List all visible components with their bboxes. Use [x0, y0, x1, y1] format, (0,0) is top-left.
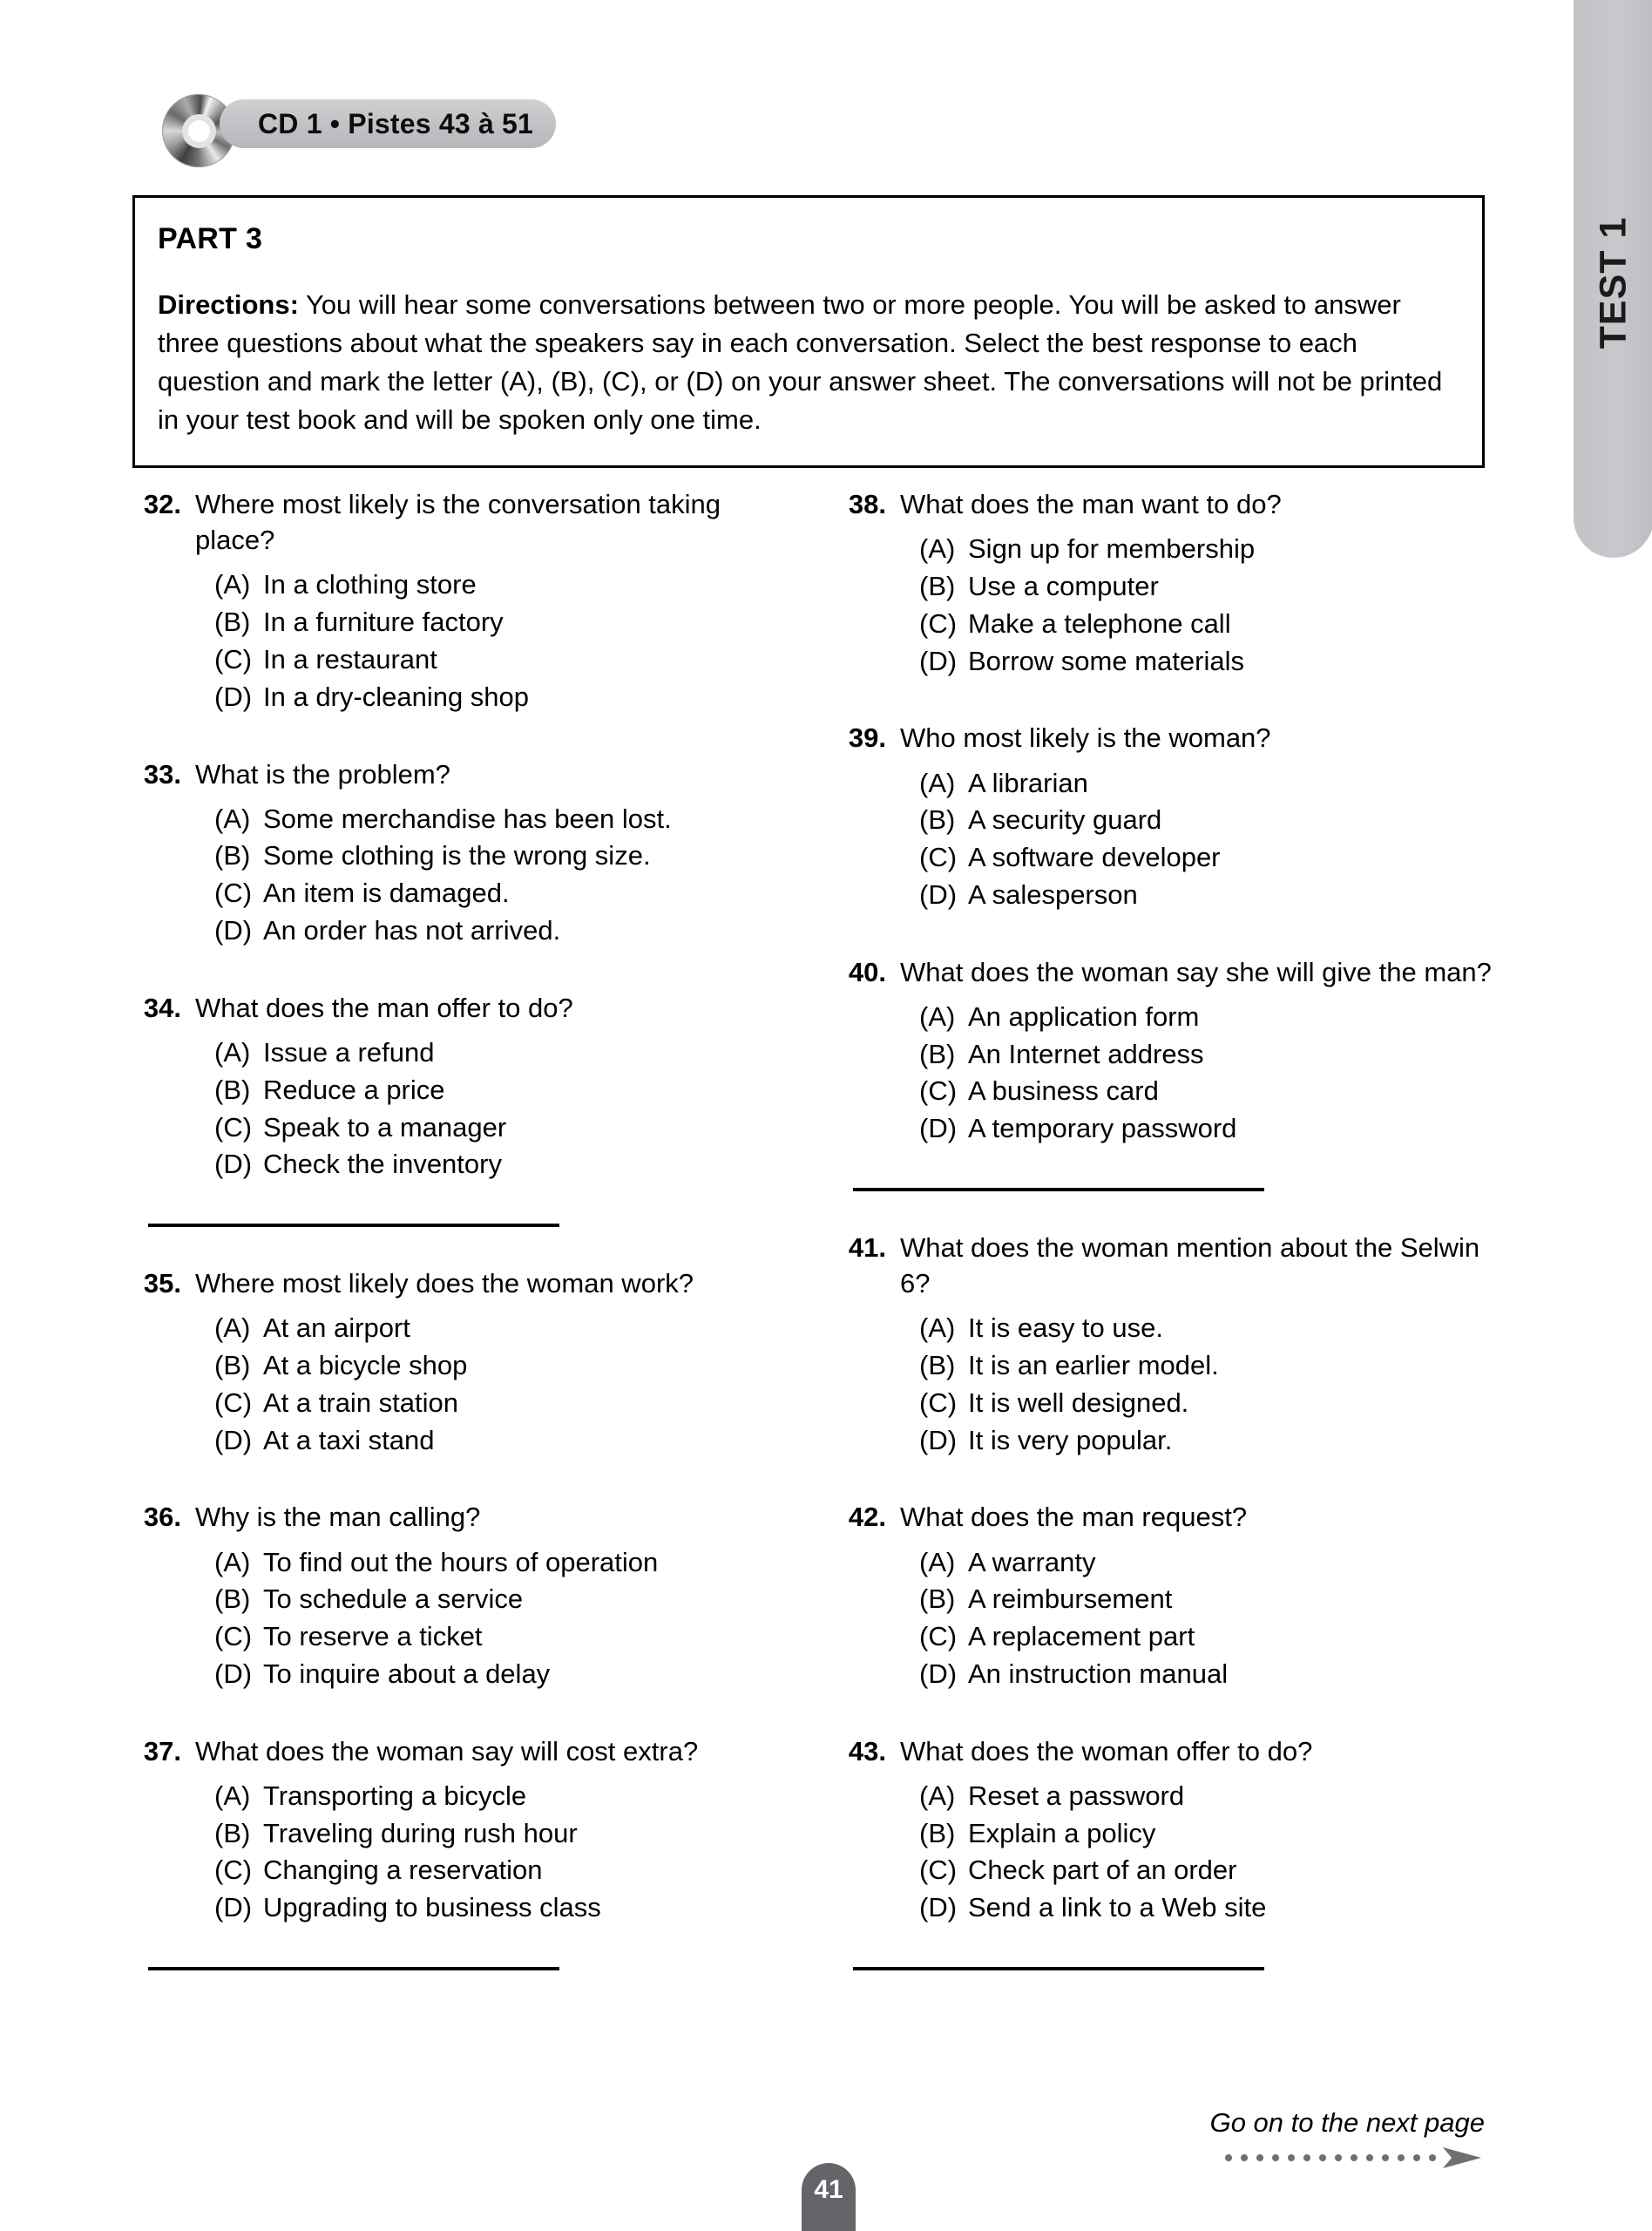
choice-text: Speak to a manager: [263, 1111, 507, 1143]
question-group-divider: [853, 1967, 1264, 1970]
choice-text: In a restaurant: [263, 643, 437, 675]
choice-list: [195, 1544, 787, 1693]
question-stem: What does the man request?: [900, 1502, 1248, 1533]
question-block: [837, 1733, 1492, 1927]
choice-letter: (D): [214, 1658, 253, 1689]
choice-letter: (D): [214, 1892, 253, 1923]
choice-letter: (A): [214, 1312, 251, 1344]
choice-text: Some clothing is the wrong size.: [263, 840, 651, 871]
choice-item[interactable]: [900, 839, 1492, 877]
choice-item[interactable]: [900, 1581, 1492, 1618]
question-block: [132, 756, 787, 950]
choice-text: An item is damaged.: [263, 878, 510, 909]
choice-text: In a dry-cleaning shop: [263, 681, 530, 712]
choice-text: Changing a reservation: [263, 1855, 543, 1886]
question-body: [900, 1499, 1492, 1692]
choice-text: It is an earlier model.: [968, 1350, 1219, 1381]
choice-item[interactable]: [195, 837, 787, 875]
choice-letter: (B): [919, 570, 956, 601]
choice-item[interactable]: [195, 1815, 787, 1853]
choice-text: Transporting a bicycle: [263, 1780, 527, 1811]
choice-text: To inquire about a delay: [263, 1658, 551, 1689]
choice-text: An instruction manual: [968, 1658, 1229, 1689]
question-stem: Where most likely does the woman work?: [195, 1268, 694, 1299]
choice-list: [900, 1778, 1492, 1927]
choice-letter: (A): [214, 1546, 251, 1577]
question-body: [900, 486, 1492, 680]
choice-item[interactable]: [900, 531, 1492, 568]
choice-letter: (B): [214, 840, 251, 871]
choice-letter: (C): [214, 1855, 253, 1886]
choice-letter: (A): [919, 1312, 956, 1344]
question-number: 35.: [143, 1268, 181, 1299]
choice-item[interactable]: [195, 1109, 787, 1147]
choice-item[interactable]: [900, 999, 1492, 1036]
choice-item[interactable]: [900, 1073, 1492, 1110]
choice-letter: (A): [919, 1546, 956, 1577]
choice-list: [195, 801, 787, 950]
choice-item[interactable]: [900, 1385, 1492, 1422]
choice-item[interactable]: [900, 568, 1492, 606]
choice-letter: (B): [214, 1074, 251, 1105]
choice-item[interactable]: [900, 765, 1492, 803]
directions-label: Directions:: [158, 289, 299, 320]
choice-letter: (C): [919, 1855, 958, 1886]
choice-letter: (D): [919, 1892, 958, 1923]
question-body: [900, 1230, 1492, 1460]
choice-item[interactable]: [195, 1422, 787, 1460]
question-stem: What does the woman mention about the Selwin 6?: [900, 1231, 1480, 1299]
choice-text: Upgrading to business class: [263, 1892, 601, 1923]
choice-text: A salesperson: [968, 878, 1138, 910]
choice-letter: (B): [919, 1583, 956, 1615]
test-side-tab-label: TEST 1: [1592, 216, 1635, 349]
choice-text: A warranty: [968, 1546, 1096, 1577]
choice-letter: (B): [214, 1583, 251, 1615]
question-block: [132, 486, 787, 716]
choice-text: At a taxi stand: [263, 1424, 435, 1455]
choice-item[interactable]: [900, 1852, 1492, 1889]
choice-text: A librarian: [968, 767, 1088, 798]
choice-text: Send a link to a Web site: [968, 1892, 1267, 1923]
question-stem: Why is the man calling?: [195, 1502, 481, 1533]
choice-item[interactable]: [900, 1422, 1492, 1460]
question-number: 42.: [848, 1502, 886, 1533]
choice-letter: (C): [919, 1387, 958, 1418]
choice-text: A security guard: [968, 804, 1162, 836]
choice-letter: (A): [214, 1037, 251, 1068]
choice-text: Use a computer: [968, 570, 1159, 601]
choice-item[interactable]: [195, 1852, 787, 1889]
choice-letter: (A): [919, 767, 956, 798]
question-number: 43.: [848, 1735, 886, 1766]
choice-item[interactable]: [195, 801, 787, 838]
choice-letter: (B): [214, 607, 251, 638]
choice-item[interactable]: [195, 912, 787, 950]
choice-item[interactable]: [195, 1889, 787, 1927]
choice-item[interactable]: [900, 877, 1492, 914]
choice-text: A replacement part: [968, 1621, 1195, 1652]
question-number: 32.: [143, 489, 181, 519]
choice-list: [900, 531, 1492, 680]
choice-text: It is very popular.: [968, 1424, 1173, 1455]
choice-text: A business card: [968, 1075, 1159, 1107]
question-block: [132, 1499, 787, 1692]
choice-item[interactable]: [900, 1778, 1492, 1815]
choice-letter: (C): [214, 643, 253, 675]
choice-list: [195, 1778, 787, 1927]
choice-letter: (C): [919, 607, 958, 639]
choice-text: Issue a refund: [263, 1037, 435, 1068]
directions-box: [132, 195, 1485, 468]
choice-letter: (C): [919, 842, 958, 873]
question-block: [132, 990, 787, 1183]
choice-item[interactable]: [195, 1347, 787, 1385]
choice-item[interactable]: [900, 1656, 1492, 1693]
question-body: [900, 1733, 1492, 1927]
choice-item[interactable]: [195, 641, 787, 679]
choice-letter: (C): [214, 1111, 253, 1143]
question-stem: What does the man want to do?: [900, 489, 1282, 519]
choice-letter: (A): [214, 569, 251, 600]
choice-letter: (C): [214, 1621, 253, 1652]
question-body: [900, 954, 1492, 1148]
part-title: PART 3: [158, 222, 263, 255]
choice-text: It is well designed.: [968, 1387, 1189, 1418]
question-stem: Where most likely is the conversation taking place?: [195, 489, 721, 556]
choice-letter: (B): [919, 1817, 956, 1848]
choice-text: Reset a password: [968, 1780, 1185, 1811]
choice-letter: (D): [214, 681, 253, 712]
choice-text: At an airport: [263, 1312, 410, 1344]
choice-text: An application form: [968, 1000, 1200, 1032]
question-stem: What does the woman offer to do?: [900, 1735, 1313, 1766]
question-group-divider: [148, 1224, 559, 1227]
choice-item[interactable]: [900, 1544, 1492, 1582]
question-block: [132, 1265, 787, 1459]
choice-text: To reserve a ticket: [263, 1621, 483, 1652]
choice-text: It is easy to use.: [968, 1312, 1163, 1344]
choice-letter: (B): [214, 1350, 251, 1381]
choice-letter: (A): [919, 1000, 956, 1032]
question-block: [837, 720, 1492, 913]
choice-letter: (B): [214, 1817, 251, 1848]
choice-item[interactable]: [195, 1072, 787, 1109]
choice-item[interactable]: [900, 606, 1492, 643]
choice-list: [900, 999, 1492, 1148]
choice-text: An order has not arrived.: [263, 915, 561, 946]
question-block: [837, 486, 1492, 680]
choice-item[interactable]: [195, 1146, 787, 1183]
choice-letter: (C): [214, 1387, 253, 1418]
go-next-page: [1210, 2107, 1485, 2173]
choice-item[interactable]: [195, 1656, 787, 1693]
choice-text: Explain a policy: [968, 1817, 1156, 1848]
choice-item[interactable]: [900, 643, 1492, 681]
choice-item[interactable]: [195, 1778, 787, 1815]
choice-list: [900, 1310, 1492, 1459]
choice-text: In a clothing store: [263, 569, 477, 600]
choice-letter: (A): [919, 533, 956, 565]
choice-text: Traveling during rush hour: [263, 1817, 578, 1848]
questions-column-left: [132, 486, 787, 2009]
choice-item[interactable]: [195, 875, 787, 912]
choice-item[interactable]: [900, 1036, 1492, 1074]
cd-badge-label: CD 1 • Pistes 43 à 51: [258, 107, 534, 139]
choice-item[interactable]: [195, 1034, 787, 1072]
choice-item[interactable]: [195, 679, 787, 716]
question-stem: Who most likely is the woman?: [900, 722, 1271, 754]
question-group-divider: [148, 1967, 559, 1970]
question-number: 38.: [848, 489, 886, 519]
question-stem: What does the man offer to do?: [195, 992, 573, 1023]
choice-item[interactable]: [900, 1618, 1492, 1656]
choice-letter: (C): [919, 1075, 958, 1107]
question-body: [900, 720, 1492, 913]
choice-item[interactable]: [195, 566, 787, 604]
choice-letter: (D): [919, 1658, 958, 1689]
choice-text: Some merchandise has been lost.: [263, 803, 672, 834]
choice-item[interactable]: [900, 1347, 1492, 1385]
choice-text: Reduce a price: [263, 1074, 445, 1105]
choice-text: Check part of an order: [968, 1855, 1237, 1886]
choice-item[interactable]: [195, 1618, 787, 1656]
directions-body: You will hear some conversations between two or more people. You will be asked to answer three questions about what the speakers say in each conversation. Select the best response to each question and mark the letter (A), (B), (C), or (D) on your answer sheet. The conversations will not be printed in your test book and will be spoken only one time.: [158, 289, 1443, 436]
choice-letter: (D): [919, 645, 958, 676]
choice-text: To schedule a service: [263, 1583, 524, 1615]
choice-letter: (A): [214, 803, 251, 834]
question-body: [195, 990, 787, 1183]
question-number: 41.: [848, 1231, 886, 1263]
choice-letter: (C): [919, 1621, 958, 1652]
questions-columns: [132, 486, 1492, 2009]
question-number: 39.: [848, 722, 886, 754]
choice-letter: (B): [919, 804, 956, 836]
choice-letter: (D): [214, 1424, 253, 1455]
question-body: [195, 756, 787, 950]
questions-column-right: [837, 486, 1492, 2009]
choice-item[interactable]: [900, 1889, 1492, 1927]
go-next-page-label: Go on to the next page: [1209, 2107, 1485, 2138]
question-body: [195, 486, 787, 716]
choice-text: To find out the hours of operation: [263, 1546, 659, 1577]
page-number-tab: [802, 2163, 856, 2231]
question-number: 37.: [143, 1735, 181, 1766]
choice-item[interactable]: [900, 1310, 1492, 1347]
choice-letter: (D): [214, 915, 253, 946]
choice-letter: (D): [919, 1424, 958, 1455]
choice-letter: (D): [214, 1149, 253, 1180]
choice-text: Sign up for membership: [968, 533, 1256, 565]
choice-letter: (B): [919, 1350, 956, 1381]
question-block: [132, 1733, 787, 1927]
choice-text: Make a telephone call: [968, 607, 1231, 639]
choice-letter: (B): [919, 1038, 956, 1069]
choice-item[interactable]: [195, 1310, 787, 1347]
choice-letter: (C): [214, 878, 253, 909]
choice-list: [195, 1034, 787, 1183]
choice-list: [900, 765, 1492, 914]
choice-item[interactable]: [900, 1815, 1492, 1853]
choice-text: Borrow some materials: [968, 645, 1244, 676]
page-number: 41: [814, 2175, 843, 2204]
choice-item[interactable]: [195, 1544, 787, 1582]
question-group-divider: [853, 1188, 1264, 1191]
dotted-arrow-right-icon: [1210, 2146, 1485, 2173]
question-number: 34.: [143, 992, 181, 1023]
choice-text: At a train station: [263, 1387, 459, 1418]
question-body: [195, 1265, 787, 1459]
choice-text: Check the inventory: [263, 1149, 502, 1180]
question-stem: What does the woman say will cost extra?: [195, 1735, 699, 1766]
question-block: [837, 1499, 1492, 1692]
choice-item[interactable]: [195, 1581, 787, 1618]
cd-badge-pill: [220, 99, 556, 148]
question-stem: What is the problem?: [195, 758, 450, 790]
question-block: [837, 954, 1492, 1148]
choice-letter: (A): [214, 1780, 251, 1811]
question-body: [195, 1499, 787, 1692]
choice-letter: (D): [919, 1113, 958, 1144]
question-number: 40.: [848, 956, 886, 987]
choice-text: A temporary password: [968, 1113, 1237, 1144]
question-number: 33.: [143, 758, 181, 790]
choice-text: At a bicycle shop: [263, 1350, 468, 1381]
question-stem: What does the woman say she will give the man?: [900, 956, 1492, 987]
question-body: [195, 1733, 787, 1927]
directions-paragraph: [158, 286, 1459, 439]
question-block: [837, 1230, 1492, 1460]
question-number: 36.: [143, 1502, 181, 1533]
test-side-tab: [1574, 0, 1652, 558]
choice-text: An Internet address: [968, 1038, 1204, 1069]
choice-item[interactable]: [195, 604, 787, 641]
choice-item[interactable]: [195, 1385, 787, 1422]
choice-text: A reimbursement: [968, 1583, 1173, 1615]
choice-list: [195, 1310, 787, 1459]
choice-text: In a furniture factory: [263, 607, 504, 638]
choice-text: A software developer: [968, 842, 1221, 873]
choice-list: [900, 1544, 1492, 1693]
choice-letter: (A): [919, 1780, 956, 1811]
choice-letter: (D): [919, 878, 958, 910]
choice-item[interactable]: [900, 802, 1492, 839]
choice-list: [195, 566, 787, 715]
choice-item[interactable]: [900, 1110, 1492, 1148]
